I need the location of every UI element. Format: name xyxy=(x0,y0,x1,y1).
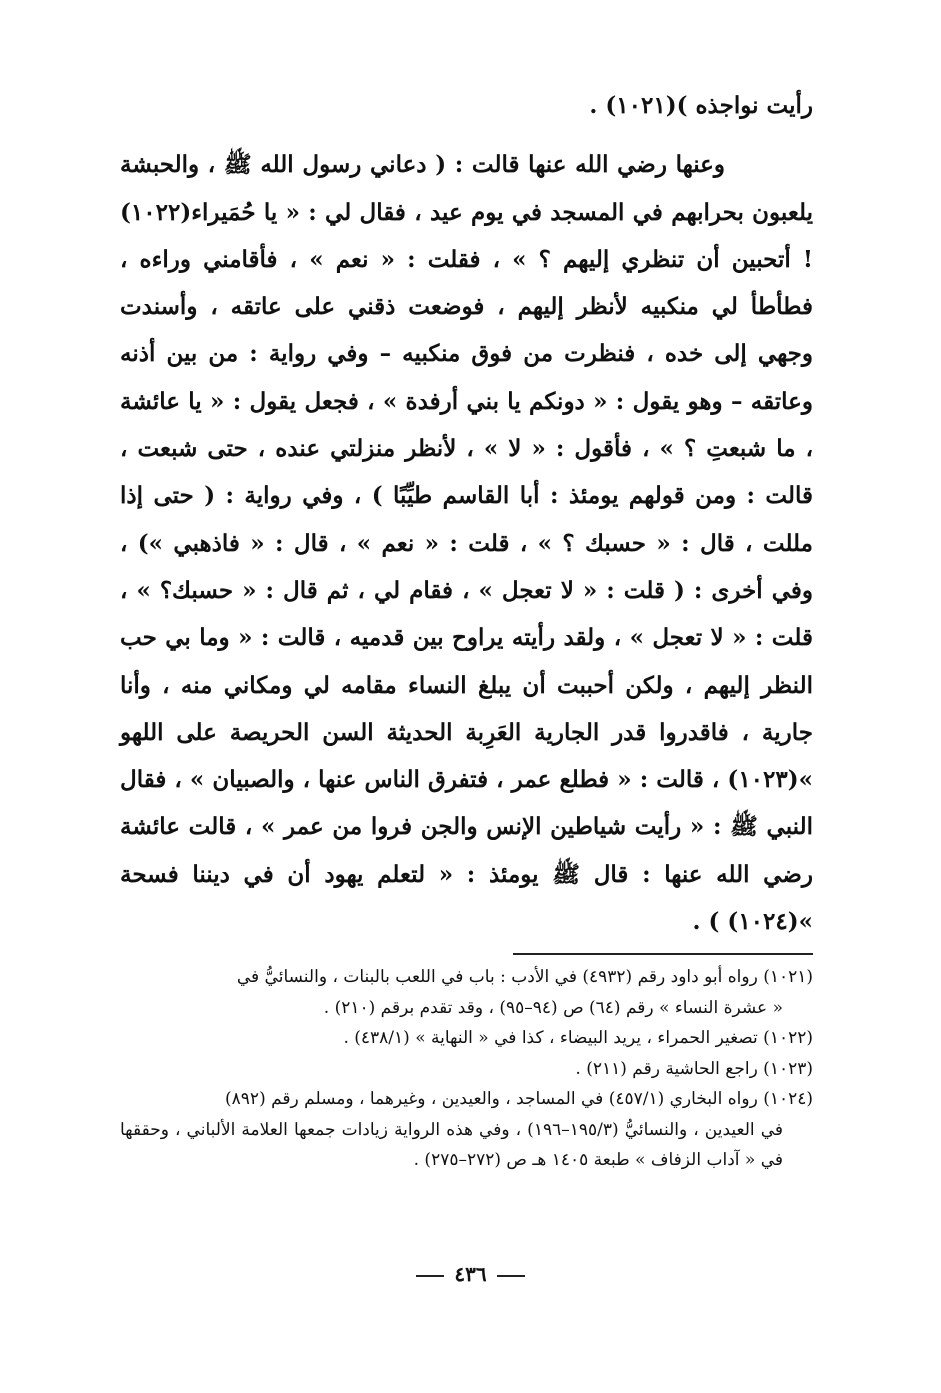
footnote-1022 xyxy=(120,1023,813,1054)
footnote-line: (١٠٢٣) راجع الحاشية رقم (٢١١) . xyxy=(575,1058,813,1079)
page-number-dash xyxy=(497,1275,525,1277)
paragraph-continuation: رأيت نواجذه )(١٠٢١) . xyxy=(589,92,813,119)
footnote-line: في العيدين ، والنسائيُّ (١٩٥/٣–١٩٦) ، وفي هذه الرواية زيادات جمعها العلامة الألباني ، وحققها في « آداب الزفاف » طبعة ١٤٠٥ هـ ص (٢٧٢–٢٧٥) . xyxy=(120,1119,783,1170)
footnote-line: (١٠٢٤) رواه البخاري (٤٥٧/١) في المساجد ، والعيدين ، وغيرهما ، ومسلم رقم (٨٩٢) xyxy=(225,1089,813,1109)
page-number-dash xyxy=(416,1275,444,1277)
page-number xyxy=(0,1262,941,1286)
footnote-1021 xyxy=(120,962,813,1023)
page-number-value: ٤٣٦ xyxy=(454,1262,487,1286)
footnotes-section xyxy=(120,962,813,1176)
footnote-line: (١٠٢١) رواه أبو داود رقم (٤٩٣٢) في الأدب : باب في اللعب بالبنات ، والنسائيُّ في xyxy=(236,967,813,987)
footnote-separator xyxy=(513,953,813,955)
footnote-line: (١٠٢٢) تصغير الحمراء ، يريد البيضاء ، كذا في « النهاية » (٤٣٨/١) . xyxy=(343,1028,813,1048)
main-body-text xyxy=(120,82,813,945)
footnote-line: « عشرة النساء » رقم (٦٤) ص (٩٤–٩٥) ، وقد تقدم برقم (٢١٠) . xyxy=(323,997,783,1018)
footnote-1023 xyxy=(120,1054,813,1085)
footnote-1024 xyxy=(120,1084,813,1176)
paragraph-aisha-narration: وعنها رضي الله عنها قالت : ( دعاني رسول الله ﷺ ، والحبشة يلعبون بحرابهم في المسجد في يوم عيد ، فقال لي : « يا حُمَيراء(١٠٢٢) ! أتحبين أن تنظري إليهم ؟ » ، فقلت : « نعم » ، فأقامني وراءه ، فطأطأ لي منكبيه لأنظر إليهم ، فوضعت ذقني على عاتقه ، وأسندت وجهي إلى خده ، فنظرت من فوق منكبيه – وفي رواية : من بين أذنه وعاتقه – وهو يقول : « دونكم يا بني أرفدة » ، فجعل يقول : « يا عائشة ، ما شبعتِ ؟ » ، فأقول : « لا » ، لأنظر منزلتي عنده ، حتى شبعت ، قالت : ومن قولهم يومئذ : أبا القاسم طيِّبًا ) ، وفي رواية : ( حتى إذا مللت ، قال : « حسبك ؟ » ، قلت : « نعم » ، قال : « فاذهبي ») ، وفي أخرى : ( قلت : « لا تعجل » ، فقام لي ، ثم قال : « حسبك؟ » ، قلت : « لا تعجل » ، ولقد رأيته يراوح بين قدميه ، قالت : « وما بي حب النظر إليهم ، ولكن أحببت أن يبلغ النساء مقامه لي ومكاني منه ، وأنا جارية ، فاقدروا قدر الجارية العَرِبة الحديثة السن الحريصة على اللهو »(١٠٢٣) ، قالت : « فطلع عمر ، فتفرق الناس عنها ، والصبيان » ، فقال النبي ﷺ : « رأيت شياطين الإنس والجن فروا من عمر » ، قالت عائشة رضي الله عنها : قال ﷺ يومئذ : « لتعلم يهود أن في ديننا فسحة »(١٠٢٤) ) . xyxy=(120,151,813,936)
